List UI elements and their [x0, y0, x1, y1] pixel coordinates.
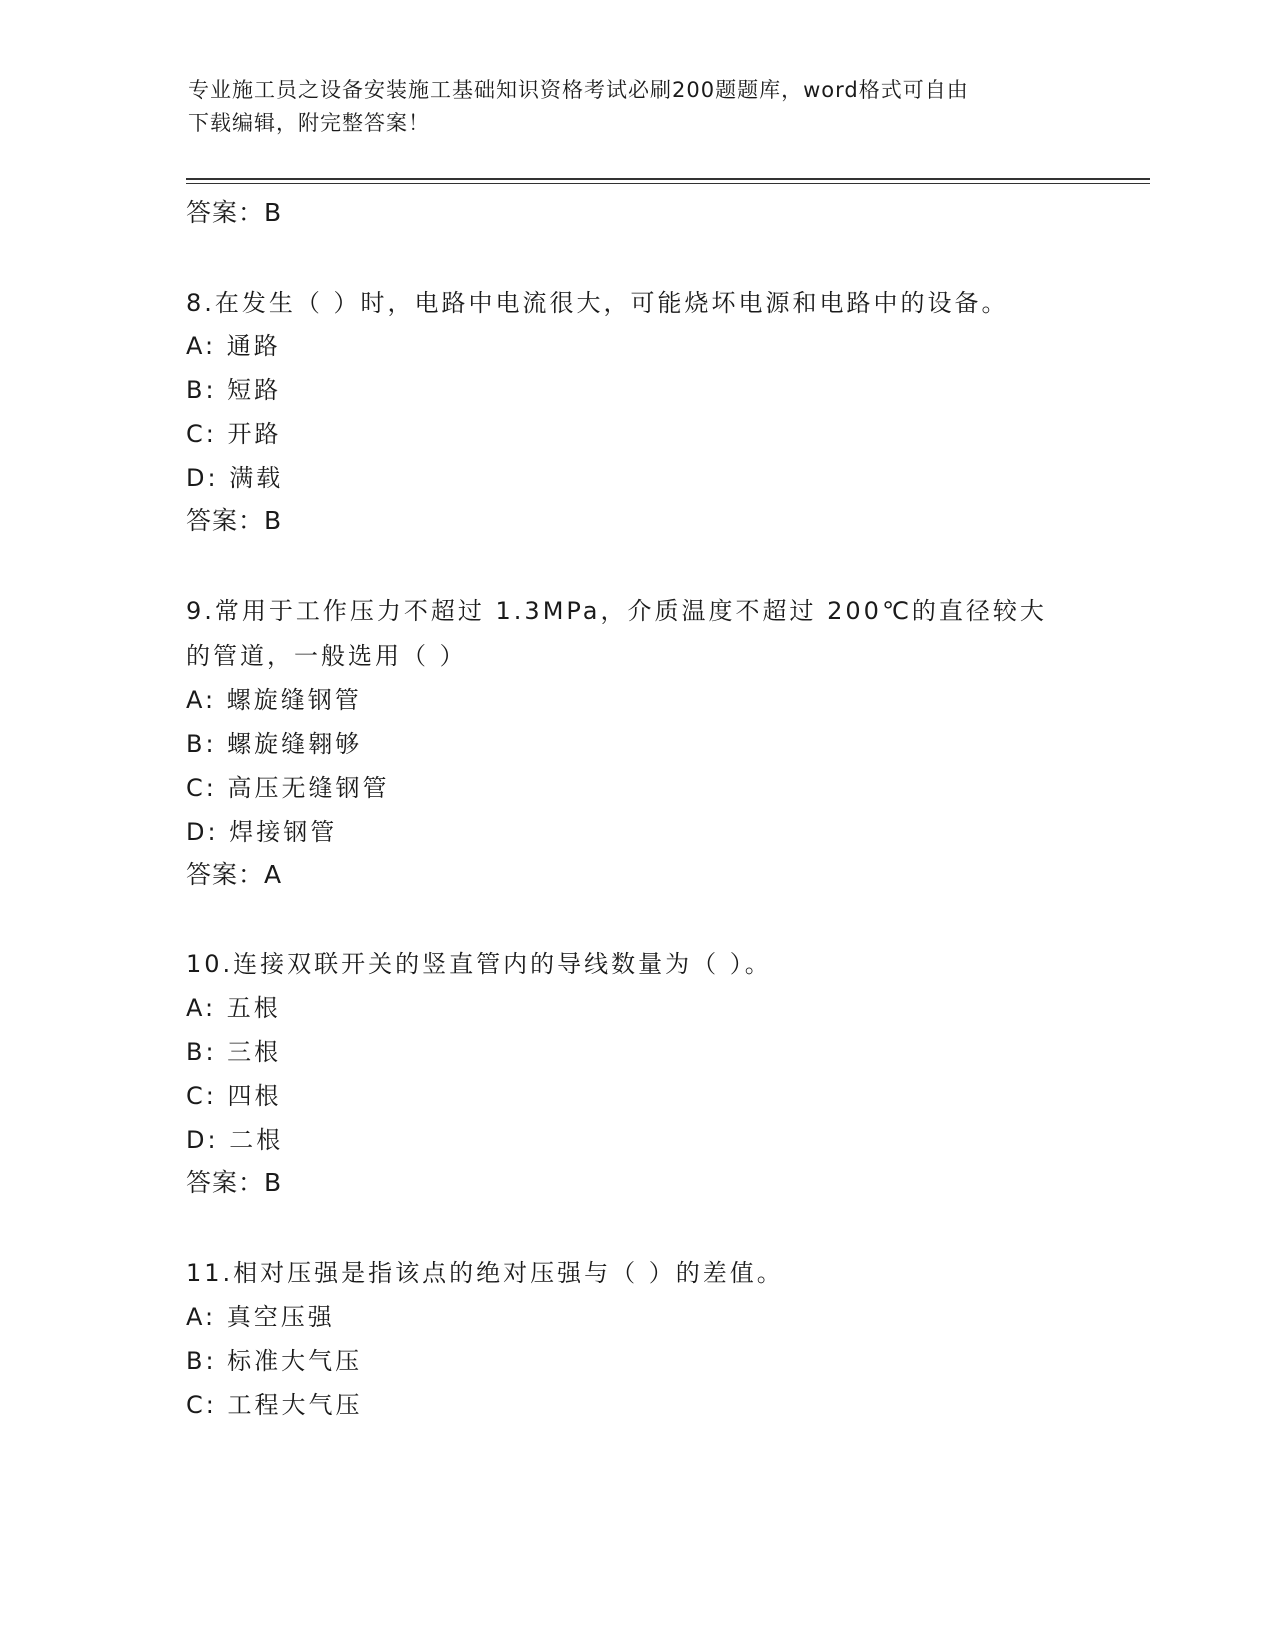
question-11: 11.相对压强是指该点的绝对压强与（ ）的差值。 [186, 1259, 784, 1287]
option-10-b: B: 三根 [186, 1038, 282, 1066]
option-9-b: B: 螺旋缝翱够 [186, 730, 363, 758]
question-8: 8.在发生（ ）时，电路中电流很大，可能烧坏电源和电路中的设备。 [186, 289, 1009, 317]
option-11-b: B: 标准大气压 [186, 1347, 363, 1375]
header-divider-thick [186, 178, 1150, 180]
option-10-d: D: 二根 [186, 1126, 284, 1154]
answer-9: 答案：A [186, 860, 283, 889]
option-11-a: A: 真空压强 [186, 1303, 335, 1331]
option-8-b: B: 短路 [186, 376, 282, 404]
answer-7: 答案：B [186, 198, 283, 227]
header-line-2: 下载编辑，附完整答案！ [188, 111, 430, 135]
answer-8: 答案：B [186, 506, 283, 535]
option-8-a: A: 通路 [186, 332, 281, 360]
option-8-c: C: 开路 [186, 420, 282, 448]
question-9-line-2: 的管道，一般选用（ ） [186, 642, 467, 670]
option-10-c: C: 四根 [186, 1082, 282, 1110]
option-10-a: A: 五根 [186, 994, 281, 1022]
option-9-c: C: 高压无缝钢管 [186, 774, 390, 802]
document-header [188, 74, 1068, 140]
option-9-a: A: 螺旋缝钢管 [186, 686, 362, 714]
option-11-c: C: 工程大气压 [186, 1391, 363, 1419]
answer-10: 答案：B [186, 1168, 283, 1197]
header-divider-thin [186, 183, 1150, 184]
header-line-1: 专业施工员之设备安装施工基础知识资格考试必刷200题题库，word格式可自由 [188, 78, 969, 102]
option-8-d: D: 满载 [186, 464, 284, 492]
option-9-d: D: 焊接钢管 [186, 818, 338, 846]
question-10: 10.连接双联开关的竖直管内的导线数量为（ ）。 [186, 950, 772, 978]
question-9-line-1: 9.常用于工作压力不超过 1.3MPa，介质温度不超过 200℃的直径较大 [186, 597, 1047, 625]
